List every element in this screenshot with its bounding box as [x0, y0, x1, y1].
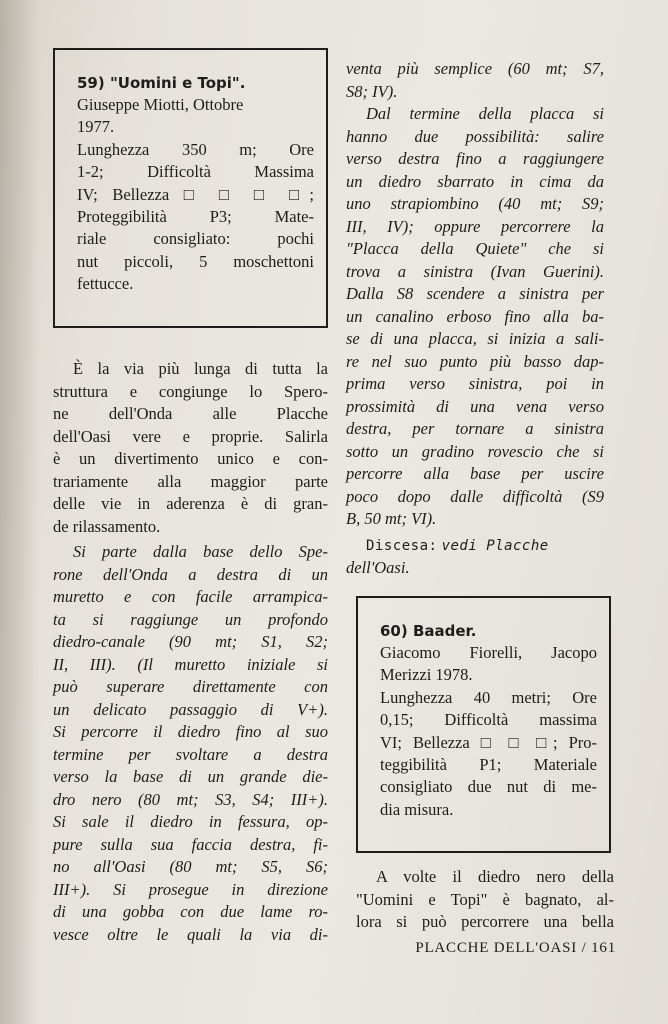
page-gutter-shadow	[0, 0, 40, 1024]
info-line: VI; Bellezza □ □ □; Pro-	[380, 732, 597, 752]
text-line: può superare direttamente con	[53, 677, 328, 696]
text-line: "Uomini e Topi" è bagnato, al-	[356, 889, 614, 909]
text-line: di una gobba con due lame ro-	[53, 902, 328, 921]
text-line: delle vie in aderenza è di gran-	[53, 494, 328, 513]
text-line: percorre alla base per uscire	[346, 464, 604, 483]
route-59-details	[77, 94, 314, 296]
text-line: pure sulla sua faccia destra, fi-	[53, 834, 328, 854]
text-line: verso la base di un grande die-	[53, 767, 328, 786]
info-line: riale consigliato: pochi	[77, 229, 314, 249]
text-line: Si sale il diedro in fessura, op-	[53, 812, 328, 831]
info-line: consigliato due nut di me-	[380, 777, 597, 797]
page-footer-folio: PLACCHE DELL'OASI / 161	[415, 940, 616, 956]
text-line: verso destra fino a raggiungere	[346, 149, 604, 168]
text-line: uno strapiombino (40 mt; S9;	[346, 194, 604, 213]
text-line: un canalino erboso fino alla ba-	[346, 306, 604, 326]
text-line: sotto un gradino rovescio che si	[346, 441, 604, 461]
info-line: Merizzi 1978.	[380, 665, 473, 685]
info-line: fettucce.	[77, 274, 134, 294]
text-line: venta più semplice (60 mt; S7,	[346, 59, 604, 78]
text-line: lora si può percorrere una bella	[356, 912, 614, 931]
route-59-title: 59) "Uomini e Topi".	[77, 74, 246, 92]
text-line: hanno due possibilità: salire	[346, 126, 604, 146]
text-line: prossimità di una vena verso	[346, 396, 604, 416]
text-line: un delicato passaggio di V+).	[53, 699, 328, 719]
text-line: re nel suo punto più basso dap-	[346, 351, 604, 371]
route-60-title: 60) Baader.	[380, 622, 477, 640]
text-line: S8; IV).	[346, 81, 398, 101]
text-line: vesce oltre le quali la via di-	[53, 924, 328, 944]
text-line: A volte il diedro nero della	[376, 867, 614, 886]
text-line: dell'Oasi vere e proprie. Salirla	[53, 426, 328, 446]
info-line: 0,15; Difficoltà massima	[380, 710, 597, 730]
text-line: Dal termine della placca si	[366, 104, 604, 123]
route-60-info-box	[356, 596, 611, 853]
text-line: prima verso sinistra, poi in	[346, 374, 604, 393]
route-59-info-box	[53, 48, 328, 328]
info-line: Lunghezza 350 m; Ore	[77, 139, 314, 159]
text-line: destra, per tornare a sinistra	[346, 419, 604, 438]
info-line: Lunghezza 40 metri; Ore	[380, 687, 597, 707]
text-line: no all'Oasi (80 mt; S5, S6;	[53, 857, 328, 876]
descent-value: vedi Placche	[441, 537, 549, 554]
intro-paragraph	[53, 358, 328, 538]
text-line: poco dopo dalle difficoltà (S9	[346, 486, 604, 506]
info-line: nut piccoli, 5 moschettoni	[77, 251, 314, 271]
bottom-right-paragraph	[356, 866, 614, 934]
text-line: struttura e congiunge lo Spero-	[53, 381, 328, 401]
text-line: B, 50 mt; VI).	[346, 509, 437, 528]
text-line: diedro-canale (90 mt; S1, S2;	[53, 632, 328, 651]
text-line: se di una placca, si inizia a sali-	[346, 329, 604, 348]
text-line: è un divertimento unico e con-	[53, 449, 328, 468]
text-line: muretto e con facile arrampica-	[53, 587, 328, 606]
descent-line	[346, 534, 604, 558]
text-line: trova a sinistra (Ivan Guerini).	[346, 261, 604, 281]
text-line: ne dell'Onda alle Placche	[53, 404, 328, 423]
route-60-details	[380, 642, 597, 821]
text-line: Si percorre il diedro fino al suo	[53, 722, 328, 741]
text-line: termine per svoltare a destra	[53, 744, 328, 764]
text-line: ta si raggiunge un profondo	[53, 609, 328, 629]
text-line: Si parte dalla base dello Spe-	[73, 542, 328, 561]
descent-line-2: dell'Oasi.	[346, 558, 410, 577]
text-line: rone dell'Onda a destra di un	[53, 564, 328, 584]
text-line: dro nero (80 mt; S3, S4; III+).	[53, 789, 328, 809]
route-description-paragraph	[53, 541, 328, 946]
text-line: Dalla S8 scendere a sinistra per	[346, 284, 604, 303]
text-line: un diedro sbarrato in cima da	[346, 171, 604, 191]
text-line: III, IV); oppure percorrere la	[346, 216, 604, 236]
left-column-text	[53, 358, 328, 946]
text-line: "Placca della Quiete" che si	[346, 239, 604, 258]
info-line: 1-2; Difficoltà Massima	[77, 162, 314, 182]
right-column-text	[346, 58, 604, 580]
text-line: de rilassamento.	[53, 516, 161, 536]
info-line: Giuseppe Miotti, Ottobre	[77, 95, 244, 114]
info-line: 1977.	[77, 117, 115, 137]
text-line: III+). Si prosegue in direzione	[53, 879, 328, 899]
info-line: Giacomo Fiorelli, Jacopo	[380, 643, 597, 662]
text-line: II, III). (Il muretto iniziale si	[53, 654, 328, 674]
text-line: trariamente alla maggior parte	[53, 471, 328, 491]
info-line: IV; Bellezza □ □ □ □;	[77, 184, 314, 204]
info-line: teggibilità P1; Materiale	[380, 755, 597, 775]
text-line: È la via più lunga di tutta la	[73, 359, 328, 378]
info-line: Proteggibilità P3; Mate-	[77, 207, 314, 227]
info-line: dia misura.	[380, 799, 454, 819]
descent-label: Discesa:	[366, 537, 438, 554]
